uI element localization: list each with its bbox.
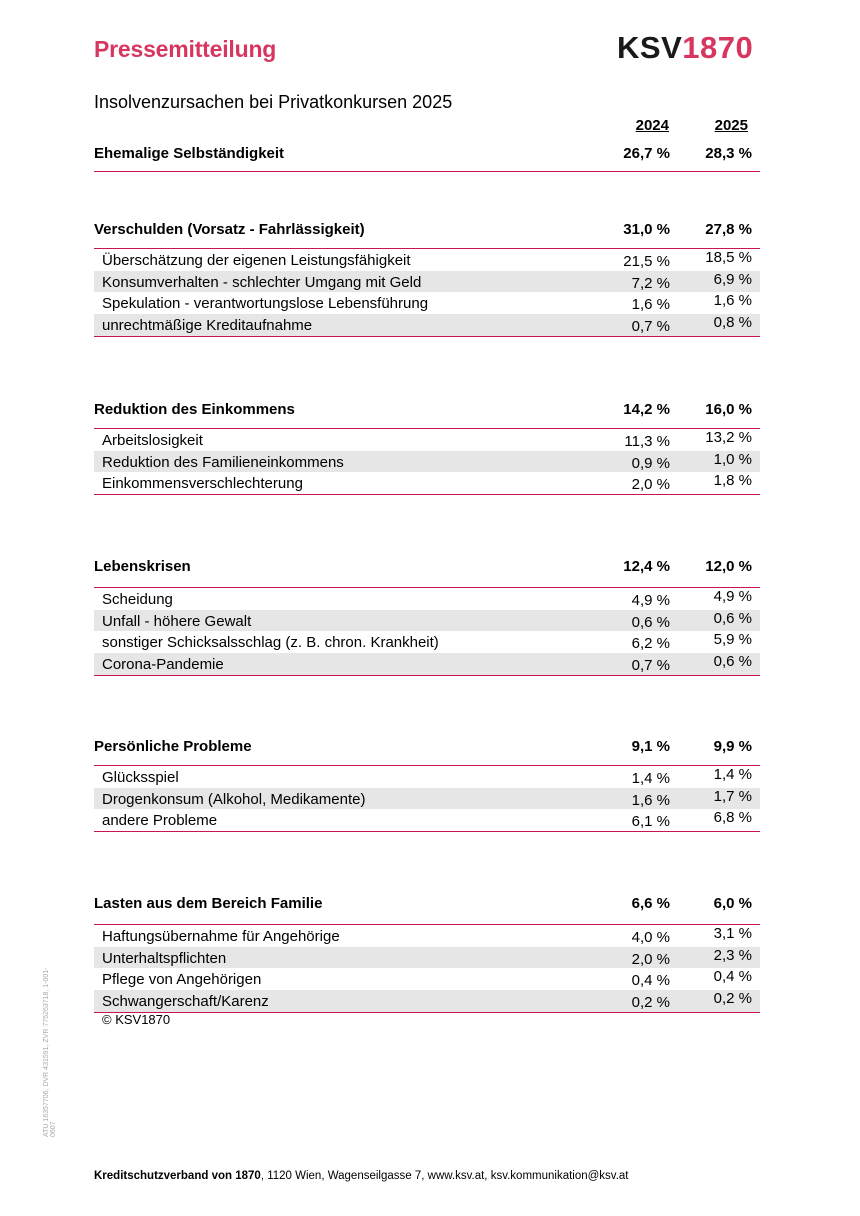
cell-text: Pflege von Angehörigen bbox=[102, 971, 262, 989]
cell-text: Glücksspiel bbox=[102, 769, 179, 786]
cell-text: 11,3 % bbox=[624, 433, 670, 450]
table-row bbox=[94, 271, 760, 293]
table-row bbox=[94, 990, 760, 1012]
value-2025: 28,3 % bbox=[705, 145, 752, 162]
cell-text: andere Probleme bbox=[102, 812, 218, 830]
table-row bbox=[94, 292, 760, 314]
table-row bbox=[94, 610, 760, 632]
year-header-2024: 2024 bbox=[635, 117, 669, 134]
table-row bbox=[94, 653, 760, 675]
footer-org: Kreditschutzverband von 1870 bbox=[94, 1170, 261, 1182]
cell-text: 2,3 % bbox=[713, 946, 752, 964]
cell-text: Einkommensverschlechterung bbox=[102, 475, 303, 493]
cell-text: 1,8 % bbox=[713, 472, 752, 490]
ksv-logo bbox=[617, 30, 753, 66]
cell-text: 13,2 % bbox=[705, 429, 752, 446]
cell-text: 0,4 % bbox=[713, 968, 752, 986]
cell-text: 1,7 % bbox=[713, 787, 752, 805]
table-row bbox=[94, 947, 760, 969]
value-2025: 27,8 % bbox=[705, 221, 752, 238]
cell-text: 4,9 % bbox=[713, 588, 752, 605]
table-row bbox=[94, 766, 760, 788]
table-row bbox=[94, 249, 760, 271]
section-rows bbox=[94, 587, 760, 676]
value-2025: 12,0 % bbox=[705, 558, 752, 575]
cell-text: 6,1 % bbox=[631, 813, 670, 831]
copyright-note: © KSV1870 bbox=[102, 1012, 171, 1027]
table-row bbox=[94, 429, 760, 451]
table-row bbox=[94, 314, 760, 336]
registration-numbers: ATU 16357706, DVR 431591, ZVR 775263718, 1-001-0607 bbox=[43, 967, 57, 1137]
cell-text: 0,9 % bbox=[631, 454, 670, 472]
section-rows bbox=[94, 248, 760, 337]
section-ehemalige-selbstaendigkeit bbox=[94, 141, 760, 172]
cell-text: 0,7 % bbox=[631, 318, 670, 336]
cell-text: Scheidung bbox=[102, 591, 173, 608]
cell-text: unrechtmäßige Kreditaufnahme bbox=[102, 317, 313, 335]
cell-text: Arbeitslosigkeit bbox=[102, 432, 203, 449]
cell-text: 18,5 % bbox=[705, 249, 752, 266]
section-label: Ehemalige Selbständigkeit bbox=[94, 145, 285, 162]
cell-text: 7,2 % bbox=[631, 274, 670, 292]
cell-text: 1,0 % bbox=[713, 450, 752, 468]
table-row bbox=[94, 809, 760, 831]
cell-text: Haftungsübernahme für Angehörige bbox=[102, 928, 340, 945]
value-2024: 9,1 % bbox=[631, 738, 670, 755]
cell-text: Corona-Pandemie bbox=[102, 656, 224, 674]
cell-text: 0,4 % bbox=[631, 972, 670, 990]
cell-text: Reduktion des Familieneinkommens bbox=[102, 453, 344, 471]
cell-text: Überschätzung der eigenen Leistungsfähigkeit bbox=[102, 252, 411, 269]
value-2024: 14,2 % bbox=[623, 401, 670, 418]
table-row bbox=[94, 925, 760, 947]
value-2024: 26,7 % bbox=[623, 145, 670, 162]
table-row bbox=[94, 631, 760, 653]
cell-text: sonstiger Schicksalsschlag (z. B. chron. Krankheit) bbox=[102, 634, 439, 652]
section-rows bbox=[94, 428, 760, 495]
cell-text: Schwangerschaft/Karenz bbox=[102, 993, 269, 1011]
cell-text: 1,4 % bbox=[631, 770, 670, 787]
cell-text: 0,6 % bbox=[713, 653, 752, 671]
value-2025: 6,0 % bbox=[713, 895, 752, 912]
footer-address bbox=[94, 1170, 629, 1182]
cell-text: Unterhaltspflichten bbox=[102, 949, 227, 967]
cell-text: 1,4 % bbox=[713, 766, 752, 783]
cell-text: 2,0 % bbox=[631, 950, 670, 968]
cell-text: 1,6 % bbox=[631, 296, 670, 314]
cell-text: 0,6 % bbox=[713, 609, 752, 627]
cell-text: Unfall - höhere Gewalt bbox=[102, 612, 252, 630]
section-rows bbox=[94, 924, 760, 1013]
cell-text: 5,9 % bbox=[713, 631, 752, 649]
cell-text: 6,8 % bbox=[713, 809, 752, 827]
cell-text: 4,0 % bbox=[631, 929, 670, 946]
footer-rest: , 1120 Wien, Wagenseilgasse 7, www.ksv.at, ksv.kommunikation@ksv.at bbox=[260, 1170, 629, 1182]
cell-text: 1,6 % bbox=[631, 791, 670, 809]
section-label: Reduktion des Einkommens bbox=[94, 401, 295, 418]
section-label: Verschulden (Vorsatz - Fahrlässigkeit) bbox=[94, 221, 365, 238]
value-2024: 6,6 % bbox=[631, 895, 670, 912]
table-row bbox=[94, 788, 760, 810]
table-row bbox=[94, 451, 760, 473]
value-2025: 16,0 % bbox=[705, 401, 752, 418]
cell-text: 2,0 % bbox=[631, 476, 670, 494]
value-2025: 9,9 % bbox=[713, 738, 752, 755]
section-rows bbox=[94, 765, 760, 832]
cell-text: 0,2 % bbox=[713, 990, 752, 1008]
cell-text: 0,7 % bbox=[631, 657, 670, 675]
cell-text: 21,5 % bbox=[623, 253, 670, 270]
cell-text: Drogenkonsum (Alkohol, Medikamente) bbox=[102, 790, 366, 808]
cell-text: 3,1 % bbox=[713, 925, 752, 942]
section-lebenskrisen bbox=[94, 554, 760, 676]
cell-text: 1,6 % bbox=[713, 292, 752, 310]
value-2024: 12,4 % bbox=[623, 558, 670, 575]
table-row bbox=[94, 968, 760, 990]
cell-text: Spekulation - verantwortungslose Lebensführung bbox=[102, 295, 429, 313]
section-lasten-familie bbox=[94, 891, 760, 1013]
cell-text: 0,8 % bbox=[713, 314, 752, 332]
table-row bbox=[94, 472, 760, 494]
year-header-2025: 2025 bbox=[714, 117, 748, 134]
cell-text: 0,6 % bbox=[631, 613, 670, 631]
cell-text: 4,9 % bbox=[631, 592, 670, 609]
table-row bbox=[94, 588, 760, 610]
cell-text: 6,2 % bbox=[631, 635, 670, 653]
press-release-label: Pressemitteilung bbox=[94, 36, 277, 62]
section-verschulden bbox=[94, 217, 760, 337]
section-persoenliche-probleme bbox=[94, 734, 760, 832]
cell-text: KSV bbox=[617, 30, 683, 65]
section-reduktion-einkommen bbox=[94, 397, 760, 495]
section-label: Persönliche Probleme bbox=[94, 738, 252, 755]
cell-text: Konsumverhalten - schlechter Umgang mit Geld bbox=[102, 273, 422, 291]
section-label: Lasten aus dem Bereich Familie bbox=[94, 895, 323, 912]
cell-text: 0,2 % bbox=[631, 994, 670, 1012]
cell-text: 1870 bbox=[682, 30, 754, 65]
cell-text: 6,9 % bbox=[713, 270, 752, 288]
document-title: Insolvenzursachen bei Privatkonkursen 2025 bbox=[94, 92, 453, 112]
section-label: Lebenskrisen bbox=[94, 558, 191, 575]
value-2024: 31,0 % bbox=[623, 221, 670, 238]
